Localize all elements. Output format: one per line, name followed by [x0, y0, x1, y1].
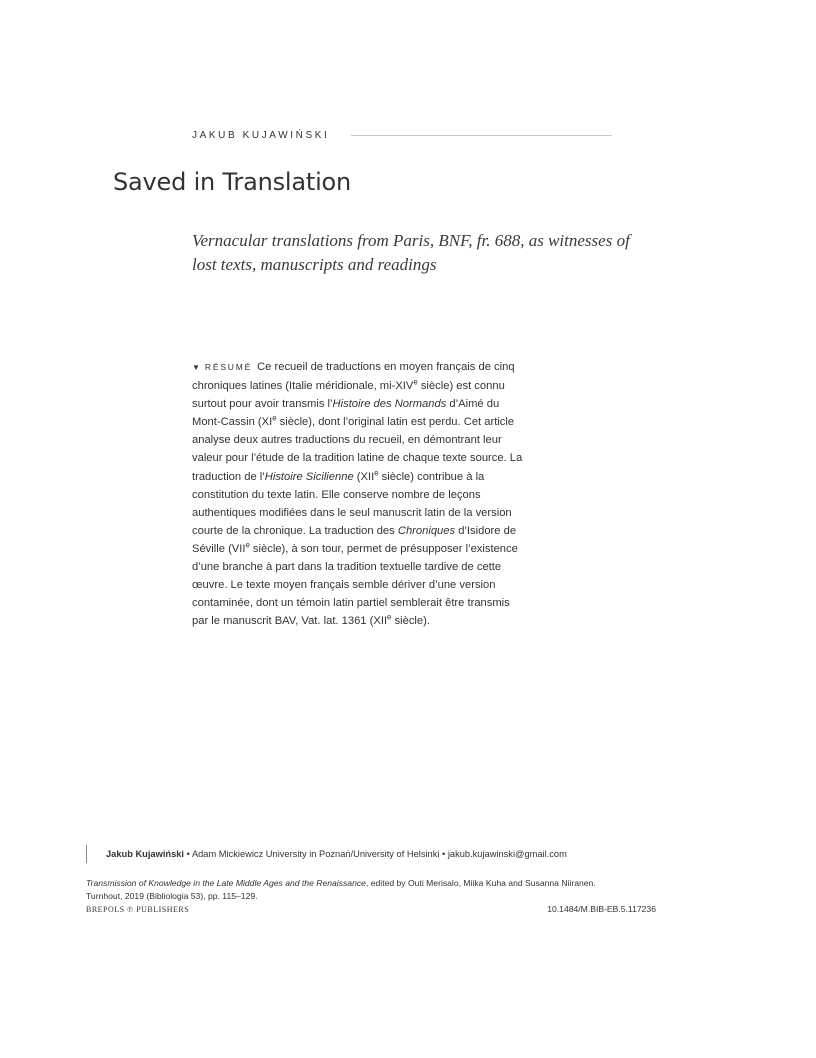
abstract-segment: Histoire des Normands: [332, 398, 447, 411]
abstract-label: RÉSUMÉ: [204, 362, 253, 372]
abstract-segment: siècle) est connu surtout pour avoir transmis l’: [192, 380, 505, 411]
publisher-logo: BREPOLS ℗ PUBLISHERS: [86, 905, 190, 914]
author-affiliation: [86, 845, 567, 863]
triangle-icon: ▼: [192, 363, 200, 372]
book-editors: , edited by Outi Merisalo, Miika Kuha and Susanna Niiranen.: [365, 878, 596, 888]
abstract-segment: siècle) contribue à la constitution du texte latin. Elle conserve nombre de leçons authentiques modifiées dans le seul manuscrit latin de la version courte de la chronique. La traduction des: [192, 470, 512, 537]
header-rule: [351, 135, 612, 136]
affiliation-text: • Adam Mickiewicz University in Poznań/University of Helsinki • jakub.kujawinski@gmail.com: [184, 849, 567, 859]
abstract: [192, 358, 527, 630]
abstract-segment: d’Isidore de Séville (VII: [192, 524, 517, 555]
abstract-segment: siècle), dont l’original latin est perdu. Cet article analyse deux autres traductions du recueil, en démontrant leur valeur pour l’étude de la tradition latine de chaque texte source. La traduction de l’: [192, 416, 523, 483]
abstract-segment: e: [272, 413, 277, 423]
abstract-segment: e: [245, 540, 250, 550]
abstract-segment: e: [413, 377, 418, 387]
abstract-segment: e: [387, 612, 392, 622]
abstract-segment: siècle).: [391, 615, 430, 628]
book-title: Transmission of Knowledge in the Late Middle Ages and the Renaissance: [86, 878, 366, 888]
publication-info: [86, 877, 656, 916]
doi[interactable]: 10.1484/M.BIB-EB.5.117236: [547, 904, 656, 914]
abstract-segment: Chroniques: [397, 524, 456, 537]
book-line: [86, 877, 656, 890]
imprint: Turnhout, 2019 (Bibliologia 53), pp. 115–129.: [86, 891, 258, 901]
footer-author-name: Jakub Kujawiński: [106, 849, 185, 859]
author-name: JAKUB KUJAWIŃSKI: [192, 129, 330, 141]
article-subtitle: Vernacular translations from Paris, BNF, fr. 688, as witnesses of lost texts, manuscripts and readings: [192, 231, 630, 274]
abstract-segment: siècle), à son tour, permet de présupposer l’existence d’une branche à part dans la tradition textuelle tardive de cette œuvre. Le texte moyen français semble dériver d’une version contaminée, dont un témoin latin partiel semblerait être transmis par le manuscrit BAV, Vat. lat. 1361 (XII: [192, 542, 518, 628]
article-title: Saved in Translation: [113, 168, 352, 196]
publisher-line: [86, 903, 656, 916]
abstract-body: [192, 361, 522, 627]
abstract-segment: d’Aimé du Mont-Cassin (XI: [192, 398, 500, 429]
abstract-segment: Ce recueil de traductions en moyen français de cinq chroniques latines (Italie méridionale, mi-XIV: [192, 361, 515, 393]
abstract-segment: Histoire Sicilienne: [264, 470, 354, 483]
abstract-segment: (XII: [353, 470, 375, 483]
abstract-segment: e: [374, 467, 379, 477]
author-header: [192, 128, 612, 142]
